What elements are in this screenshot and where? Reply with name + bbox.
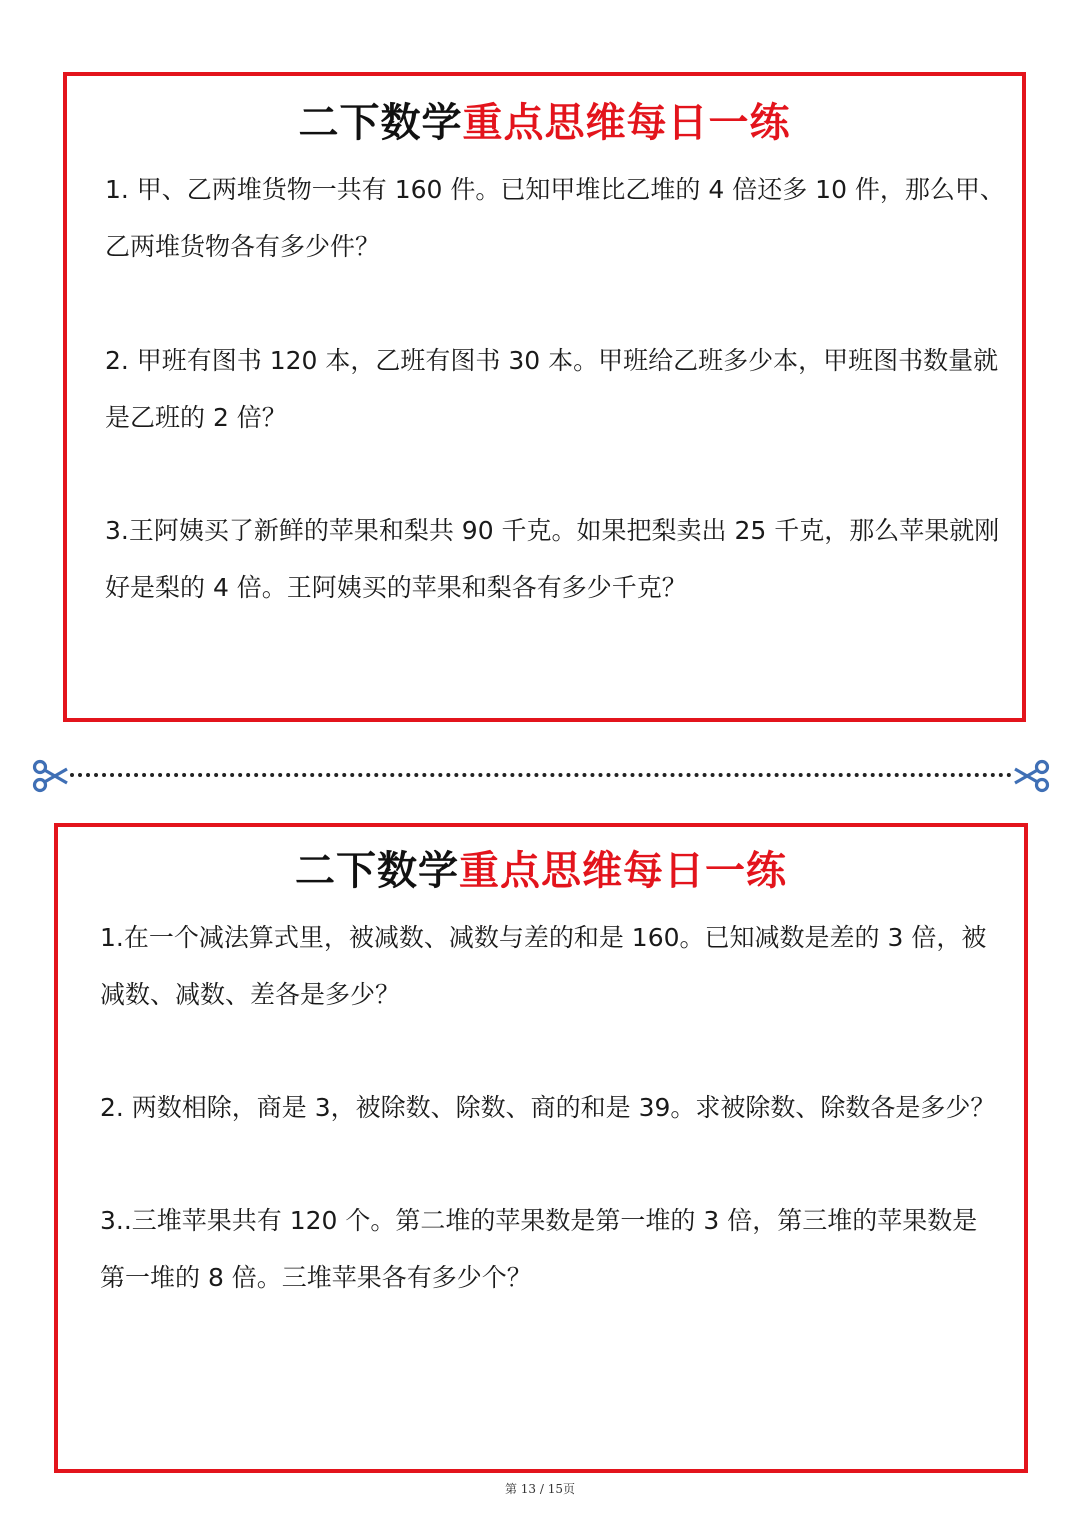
scissors-icon bbox=[1012, 756, 1052, 796]
title-highlight: 重点思维每日一练 bbox=[462, 99, 791, 146]
cut-line bbox=[30, 752, 1052, 802]
worksheet-card-2 bbox=[54, 823, 1028, 1473]
page-number: 第 13 / 15页 bbox=[504, 1482, 576, 1496]
question-3: 3.王阿姨买了新鲜的苹果和梨共 90 千克。如果把梨卖出 25 千克，那么苹果就刚好是梨的 4 倍。王阿姨买的苹果和梨各有多少千克？ bbox=[105, 516, 1000, 602]
question-1: 1. 甲、乙两堆货物一共有 160 件。已知甲堆比乙堆的 4 倍还多 10 件，那么甲、乙两堆货物各有多少件？ bbox=[105, 175, 1005, 261]
worksheet-card-1 bbox=[63, 72, 1026, 722]
question-3: 3..三堆苹果共有 120 个。第二堆的苹果数是第一堆的 3 倍，第三堆的苹果数是第一堆的 8 倍。三堆苹果各有多少个？ bbox=[100, 1206, 978, 1292]
worksheet-title bbox=[67, 99, 1022, 147]
question-2: 2. 两数相除，商是 3，被除数、除数、商的和是 39。求被除数、除数各是多少？ bbox=[100, 1093, 996, 1122]
dotted-line bbox=[70, 773, 1012, 777]
title-prefix: 二下数学 bbox=[295, 847, 459, 894]
scissors-icon bbox=[30, 756, 70, 796]
question-2: 2. 甲班有图书 120 本，乙班有图书 30 本。甲班给乙班多少本，甲班图书数量就是乙班的 2 倍？ bbox=[105, 346, 999, 432]
title-highlight: 重点思维每日一练 bbox=[459, 847, 787, 894]
worksheet-title bbox=[58, 847, 1024, 895]
question-1: 1.在一个减法算式里，被减数、减数与差的和是 160。已知减数是差的 3 倍，被减数、减数、差各是多少？ bbox=[100, 923, 987, 1009]
title-prefix: 二下数学 bbox=[298, 99, 463, 146]
